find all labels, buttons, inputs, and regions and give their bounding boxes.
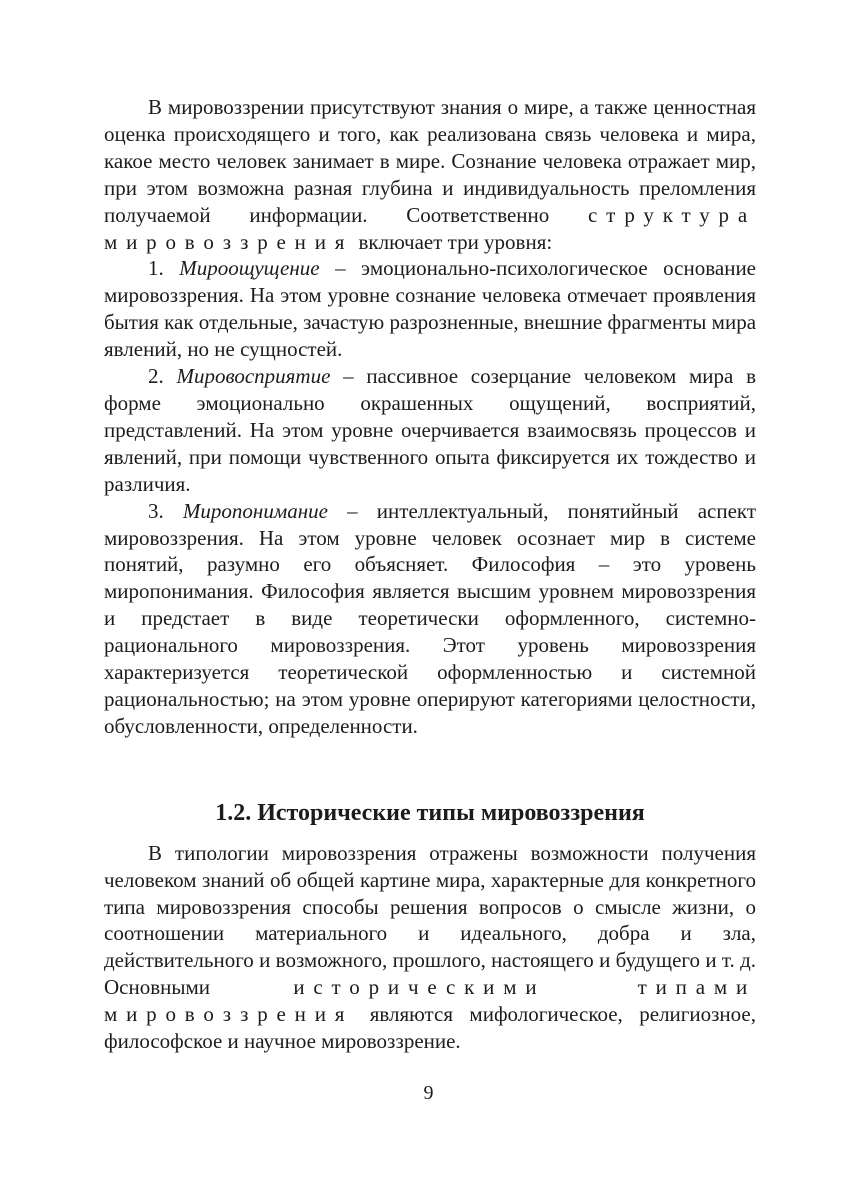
intro-text-end: включает три уровня: [353, 229, 553, 254]
level-paragraph-2 [104, 363, 756, 498]
typology-paragraph [104, 840, 756, 1055]
level-text: – пассивное созерцание человеком мира в форме эмоционально окрашенных ощущений, восприятий, представлений. На этом уровне очерчивается взаимосвязь процессов и явлений, при помощи чувственного опыта фиксируется их тождество и различия. [104, 364, 756, 496]
intro-text-start: В мировоззрении присутствуют знания о мире, а также ценностная оценка происходящего и того, как реализована связь человека и мира, какое место человек занимает в мире. Сознание человека отражает мир, при этом возможна разная глубина и индивидуальность преломления получаемой информации. Соответственно [104, 95, 756, 227]
intro-paragraph [104, 94, 756, 255]
level-text: – эмоционально-психологическое основание мировоззрения. На этом уровне сознание человека отмечает проявления бытия как отдельные, зачастую разрозненные, внешние фрагменты мира явлений, но не сущностей. [104, 256, 757, 362]
level-term: Мироощущение [179, 256, 320, 281]
level-number: 2. [148, 364, 177, 389]
level-number: 1. [148, 256, 180, 281]
page-body [104, 94, 756, 1055]
typology-text-end: являются мифологическое, религиозное, философское и научное мировоззрение. [104, 1002, 756, 1054]
level-number: 3. [148, 498, 183, 523]
level-paragraph-3 [104, 498, 756, 740]
level-paragraph-1 [104, 255, 756, 363]
section-heading: 1.2. Исторические типы мировоззрения [215, 799, 645, 826]
page-number: 9 [423, 1082, 434, 1104]
level-term: Миропонимание [182, 498, 328, 523]
level-text: – интеллектуальный, понятийный аспект мировоззрения. На этом уровне человек осознает мир в системе понятий, разумно его объясняет. Философия – это уровень миропонимания. Философия является высшим уровнем мировоззрения и предстает в виде теоретически оформленного, системно-рационального мировоззрения. Этот уровень мировоззрения характеризуется теоретической оформленностью и системной рациональностью; на этом уровне оперируют категориями целостности, обусловленности, определенности. [104, 498, 757, 738]
spaced-term-structure: структура мировоззрения [104, 202, 756, 254]
spaced-term-historical-types: историческими типами мировоззрения [104, 975, 756, 1027]
level-term: Мировосприятие [176, 364, 331, 389]
typology-text-start: В типологии мировоззрения отражены возможности получения человеком знаний об общей картине мира, характерные для конкретного типа мировоззрения способы решения вопросов о смысле жизни, о соотношении материального и идеального, добра и зла, действительного и возможного, прошлого, настоящего и будущего и т. д. Основными [104, 840, 756, 1000]
